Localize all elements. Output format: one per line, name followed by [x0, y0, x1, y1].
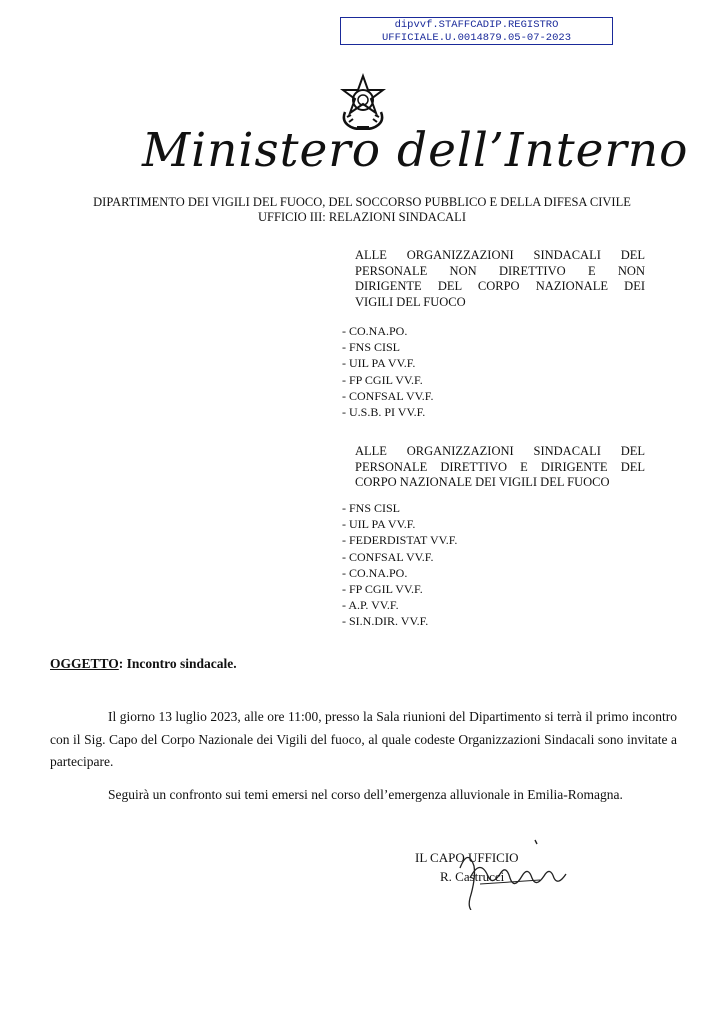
organization-item: - UIL PA VV.F. — [342, 517, 416, 532]
ministry-title: Ministero dell’Interno — [142, 123, 689, 178]
department-name: DIPARTIMENTO DEI VIGILI DEL FUOCO, DEL SOCCORSO PUBBLICO E DELLA DIFESA CIVILE — [93, 195, 631, 209]
organization-item: - CO.NA.PO. — [342, 324, 408, 338]
organization-list-managerial — [342, 500, 457, 630]
subject-line — [50, 656, 237, 672]
recipient-heading-line: CORPO NAZIONALE DEI VIGILI DEL FUOCO — [355, 475, 610, 489]
recipient-heading-managerial — [355, 444, 645, 491]
organization-item: - FP CGIL VV.F. — [342, 582, 423, 597]
organization-item: - FNS CISL — [342, 340, 401, 355]
organization-item: - FNS CISL — [342, 501, 401, 515]
organization-item: - CONFSAL VV.F. — [342, 388, 434, 403]
organization-item: - FP CGIL VV.F. — [342, 372, 423, 387]
organization-list-non-managerial — [342, 323, 434, 420]
organization-item: - SI.N.DIR. VV.F. — [342, 614, 429, 629]
body-paragraph-1: Il giorno 13 luglio 2023, alle ore 11:00, presso la Sala riunioni del Dipartimento si terrà il primo incontro con il Sig. Capo del Corpo Nazionale dei Vigili del fuoco, al quale codeste Organizzazioni Sindacali sono invitate a partecipare. — [50, 709, 677, 769]
recipient-heading-line: DIRIGENTE DEL CORPO NAZIONALE DEI — [355, 279, 645, 293]
handwritten-signature-icon — [440, 838, 580, 910]
organization-item: - CO.NA.PO. — [342, 565, 408, 580]
organization-item: - A.P. VV.F. — [342, 598, 399, 613]
organization-item: - CONFSAL VV.F. — [342, 549, 434, 564]
recipient-heading-non-managerial — [355, 248, 645, 310]
signatory-name: R. Castrucci — [440, 869, 505, 884]
body-paragraph-2: Seguirà un confronto sui temi emersi nel corso dell’emergenza alluvionale in Emilia-Romagna. — [108, 787, 623, 802]
office-name: UFFICIO III: RELAZIONI SINDACALI — [258, 210, 466, 224]
protocol-line-2: UFFICIALE.U.0014879.05-07-2023 — [381, 31, 572, 44]
recipient-heading-line: PERSONALE NON DIRETTIVO E NON — [355, 263, 645, 278]
recipient-heading-line: PERSONALE DIRETTIVO E DIRIGENTE DEL — [355, 459, 645, 474]
organization-item: - UIL PA VV.F. — [342, 356, 416, 371]
recipient-heading-line: VIGILI DEL FUOCO — [355, 294, 466, 309]
recipient-heading-line: ALLE ORGANIZZAZIONI SINDACALI DEL — [355, 444, 645, 458]
protocol-stamp — [340, 17, 613, 45]
protocol-line-1: dipvvf.STAFFCADIP.REGISTRO — [394, 19, 559, 31]
recipient-heading-line: ALLE ORGANIZZAZIONI SINDACALI DEL — [355, 248, 645, 262]
organization-item: - FEDERDISTAT VV.F. — [342, 533, 458, 548]
subject-text: : Incontro sindacale. — [118, 656, 237, 671]
organization-item: - U.S.B. PI VV.F. — [342, 405, 426, 420]
subject-label: OGGETTO — [50, 656, 119, 671]
signature-title: IL CAPO UFFICIO — [415, 850, 519, 865]
